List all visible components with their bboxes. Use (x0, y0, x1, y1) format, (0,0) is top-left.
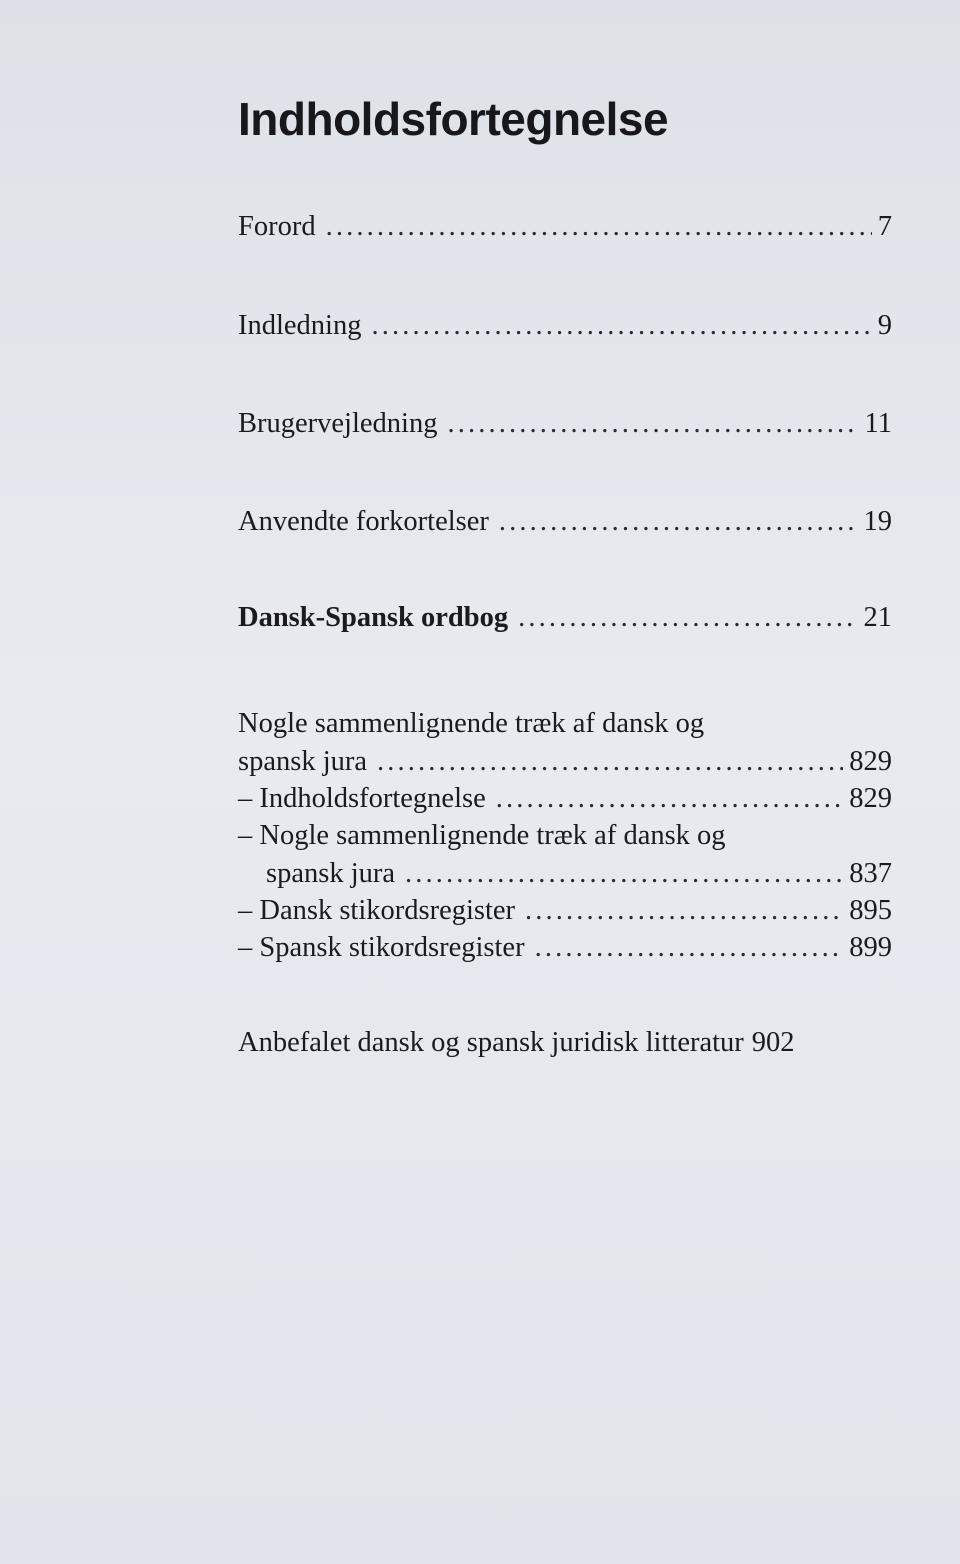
toc-entry-indledning (238, 312, 892, 341)
toc-entry-label: Forord (238, 211, 316, 242)
dot-leader (499, 508, 858, 537)
toc-entry-label: – Dansk stikordsregister (238, 895, 516, 926)
dot-leader (535, 934, 844, 963)
dot-leader (525, 897, 843, 926)
toc-entry-brugervejledning (238, 410, 892, 439)
dot-leader (326, 213, 872, 242)
page-title: Indholdsfortegnelse (238, 93, 669, 145)
toc-subentry-dansk-stikord (238, 897, 892, 926)
toc-entry-label: Brugervejledning (238, 408, 438, 439)
toc-entry-litteratur (238, 1029, 892, 1058)
toc-page-number: 902 (751, 1027, 795, 1058)
toc-subentry-indholdsfortegnelse (238, 785, 892, 814)
toc-page-number: 21 (863, 602, 892, 633)
toc-page-number: 829 (849, 746, 892, 777)
dot-leader (371, 312, 871, 341)
toc-page-number: 899 (849, 932, 892, 963)
toc-entry-label: Anvendte forkortelser (238, 506, 489, 537)
toc-entry-forord (238, 213, 892, 242)
toc-page-number: 837 (849, 858, 892, 889)
toc-entry-forkortelser (238, 508, 892, 537)
dot-leader (405, 860, 843, 889)
toc-entry-label: Dansk-Spansk ordbog (238, 602, 509, 633)
toc-entry-label: Anbefalet dansk og spansk juridisk litteratur (238, 1027, 744, 1058)
toc-page-number: 7 (877, 211, 892, 242)
toc-page-number: 9 (877, 310, 892, 341)
toc-entry-sammenlignende-line1: Nogle sammenlignende træk af dansk og (238, 708, 705, 739)
dot-leader (496, 785, 844, 814)
toc-page-number: 19 (863, 506, 892, 537)
toc-page-number: 829 (849, 783, 892, 814)
dot-leader (447, 410, 858, 439)
toc-subentry-sammenlignende-line1: – Nogle sammenlignende træk af dansk og (238, 820, 726, 851)
toc-entry-label: – Indholdsfortegnelse (238, 783, 486, 814)
toc-page-number: 895 (849, 895, 892, 926)
toc-entry-label: spansk jura (266, 858, 396, 889)
dot-leader (377, 748, 843, 777)
toc-entry-sammenlignende (238, 748, 892, 777)
toc-entry-label: – Spansk stikordsregister (238, 932, 525, 963)
toc-subentry-sammenlignende (266, 860, 892, 889)
toc-page-number: 11 (864, 408, 892, 439)
toc-entry-label: spansk jura (238, 746, 368, 777)
toc-entry-ordbog (238, 604, 892, 633)
toc-subentry-spansk-stikord (238, 934, 892, 963)
dot-leader (518, 604, 857, 633)
toc-entry-label: Indledning (238, 310, 362, 341)
